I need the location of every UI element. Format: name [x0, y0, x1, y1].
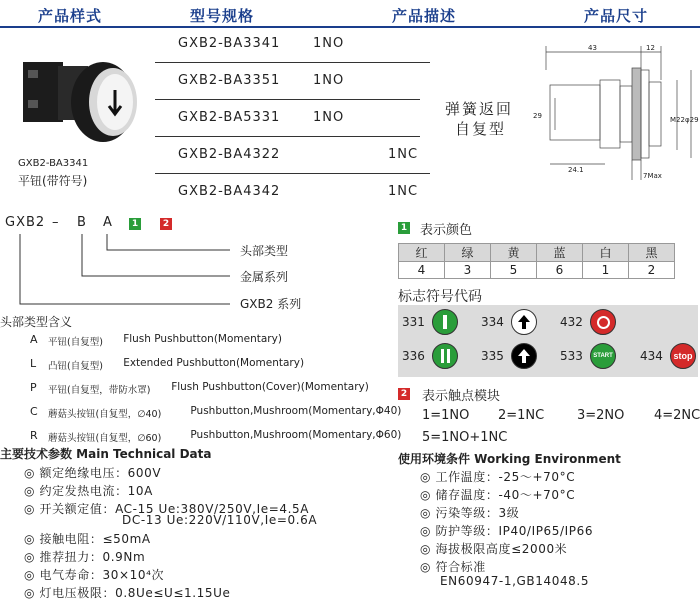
dim-7max-label: 7Max [643, 172, 662, 180]
description-line1: 弹簧返回 [445, 100, 514, 118]
tech-item: ◎ 灯电压极限：0.8Ue≤U≤1.15Ue [24, 586, 231, 600]
contact-item: 2=1NC [498, 408, 545, 423]
headtype-key: P [30, 381, 37, 394]
headtypes-title: 头部类型含义 [0, 315, 73, 329]
model-contact: 1NC [388, 184, 419, 199]
header-model: 型号规格 [190, 7, 255, 25]
product-name: 平钮(带符号) [18, 174, 88, 188]
dim-24-label: 24.1 [568, 166, 584, 174]
contacts-badge: 2 [398, 388, 410, 400]
model-rule [155, 136, 420, 137]
color-code: 4 [399, 262, 445, 279]
symbol-code: 432 [560, 315, 583, 329]
dim-43-label: 43 [588, 44, 597, 52]
headtype-key: R [30, 429, 38, 442]
model-contact: 1NO [313, 36, 345, 51]
tech-item: ◎ 电气寿命：30×10⁴次 [24, 568, 165, 582]
contact-item: 4=2NC [654, 408, 700, 423]
tech-item: ◎ 开关额定值：AC-15 Ue:380V/250V,Ie=4.5A [24, 502, 310, 516]
headtype-key: L [30, 357, 37, 370]
up-arrow-icon [511, 343, 537, 369]
double-bar-icon [432, 343, 458, 369]
model-contact: 1NO [313, 73, 345, 88]
product-code: GXB2-BA3341 [18, 158, 89, 169]
tech-item: ◎ 推荐扭力：0.9Nm [24, 550, 146, 564]
code-badge-2: 2 [160, 218, 172, 230]
headtype-cn: 蘑菇头按钮(自复型，∅40) [48, 409, 162, 420]
code-dash: – [52, 215, 59, 230]
headtype-cn: 平钮(自复型，带防水罩) [48, 385, 151, 396]
color-code: 2 [629, 262, 675, 279]
model-code: GXB2-BA5331 [178, 110, 281, 125]
color-name: 绿 [445, 244, 491, 262]
symbol-code: 434 [640, 349, 663, 363]
tech-item: DC-13 Ue:220V/110V,Ie=0.6A [122, 513, 318, 527]
color-name: 黑 [629, 244, 675, 262]
color-code: 3 [445, 262, 491, 279]
symbol-code: 335 [481, 349, 504, 363]
symbol-code: 334 [481, 315, 504, 329]
dim-m22-label: M22 [670, 116, 685, 124]
tech-item: ◎ 额定绝缘电压：600V [24, 466, 162, 480]
color-name: 白 [583, 244, 629, 262]
headtype-en: Pushbutton,Mushroom(Momentary,Φ40) [190, 405, 402, 417]
tech-item: ◎ 约定发热电流：10A [24, 484, 153, 498]
headtype-cn: 凸钮(自复型) [48, 361, 103, 372]
env-item: ◎ 工作温度：-25～+70°C [420, 470, 576, 484]
model-rule [155, 62, 430, 63]
model-rule [155, 173, 430, 174]
colors-badge: 1 [398, 222, 410, 234]
symbol-text: START [593, 353, 613, 359]
env-item: ◎ 海拔极限高度≤2000米 [420, 542, 568, 556]
code-b: B [77, 215, 86, 230]
contact-item: 3=2NO [577, 408, 625, 423]
env-item: EN60947-1,GB14048.5 [440, 574, 590, 588]
color-code: 1 [583, 262, 629, 279]
model-rule [155, 99, 420, 100]
symbol-code: 533 [560, 349, 583, 363]
code-tree [0, 230, 240, 310]
dim-12-label: 12 [646, 44, 655, 52]
colors-table [398, 243, 675, 279]
model-code: GXB2-BA4342 [178, 184, 281, 199]
env-item: ◎ 污染等级：3级 [420, 506, 520, 520]
model-contact: 1NO [313, 110, 345, 125]
env-item: ◎ 防护等级：IP40/IP65/IP66 [420, 524, 594, 538]
color-name: 黄 [491, 244, 537, 262]
color-code: 5 [491, 262, 537, 279]
contact-item: 1=1NO [422, 408, 470, 423]
headtype-en: Extended Pushbutton(Momentary) [123, 357, 305, 369]
contact-row2: 5=1NO+1NC [422, 430, 508, 445]
contacts-title: 表示触点模块 [422, 389, 501, 404]
model-code: GXB2-BA4322 [178, 147, 281, 162]
header-size: 产品尺寸 [584, 7, 649, 25]
symbol-text: stop [673, 351, 693, 361]
dimension-drawing [530, 40, 700, 190]
dim-29-label: 29 [533, 112, 542, 120]
colors-title: 表示颜色 [420, 223, 473, 238]
env-item: ◎ 符合标准 [420, 560, 486, 574]
tech-item: ◎ 接触电阻：≤50mA [24, 532, 151, 546]
headtype-en: Flush Pushbutton(Cover)(Momentary) [171, 381, 369, 393]
circle-icon [590, 309, 616, 335]
stop-icon [670, 343, 696, 369]
headtype-en: Flush Pushbutton(Momentary) [123, 333, 282, 345]
product-image [18, 50, 143, 150]
up-arrow-icon [511, 309, 537, 335]
symbols-title: 标志符号代码 [398, 289, 482, 305]
headtype-en: Pushbutton,Mushroom(Momentary,Φ60) [190, 429, 402, 441]
tech-title: 主要技术参数 Main Technical Data [0, 447, 212, 461]
headtype-key: A [30, 333, 38, 346]
headtype-cn: 蘑菇头按钮(自复型，∅60) [48, 433, 162, 444]
header-desc: 产品描述 [392, 7, 457, 25]
model-code: GXB2-BA3351 [178, 73, 281, 88]
bar-icon [432, 309, 458, 335]
code-gxb2: GXB2 [5, 215, 46, 230]
start-icon [590, 343, 616, 369]
code-a: A [103, 215, 112, 230]
model-contact: 1NC [388, 147, 419, 162]
header-rule [0, 26, 700, 28]
code-label-series: GXB2 系列 [240, 297, 302, 311]
env-title: 使用环境条件 Working Environment [398, 452, 621, 466]
color-code: 6 [537, 262, 583, 279]
symbol-code: 331 [402, 315, 425, 329]
description-line2: 自复型 [455, 120, 507, 138]
code-label-head: 头部类型 [240, 244, 289, 258]
color-name: 蓝 [537, 244, 583, 262]
code-badge-1: 1 [129, 218, 141, 230]
code-label-metal: 金属系列 [240, 270, 289, 284]
headtype-key: C [30, 405, 38, 418]
symbol-code: 336 [402, 349, 425, 363]
headtype-cn: 平钮(自复型) [48, 337, 103, 348]
header-style: 产品样式 [38, 7, 103, 25]
color-name: 红 [399, 244, 445, 262]
dim-phi29-label: φ29 [685, 116, 699, 124]
env-item: ◎ 储存温度：-40～+70°C [420, 488, 576, 502]
model-code: GXB2-BA3341 [178, 36, 281, 51]
